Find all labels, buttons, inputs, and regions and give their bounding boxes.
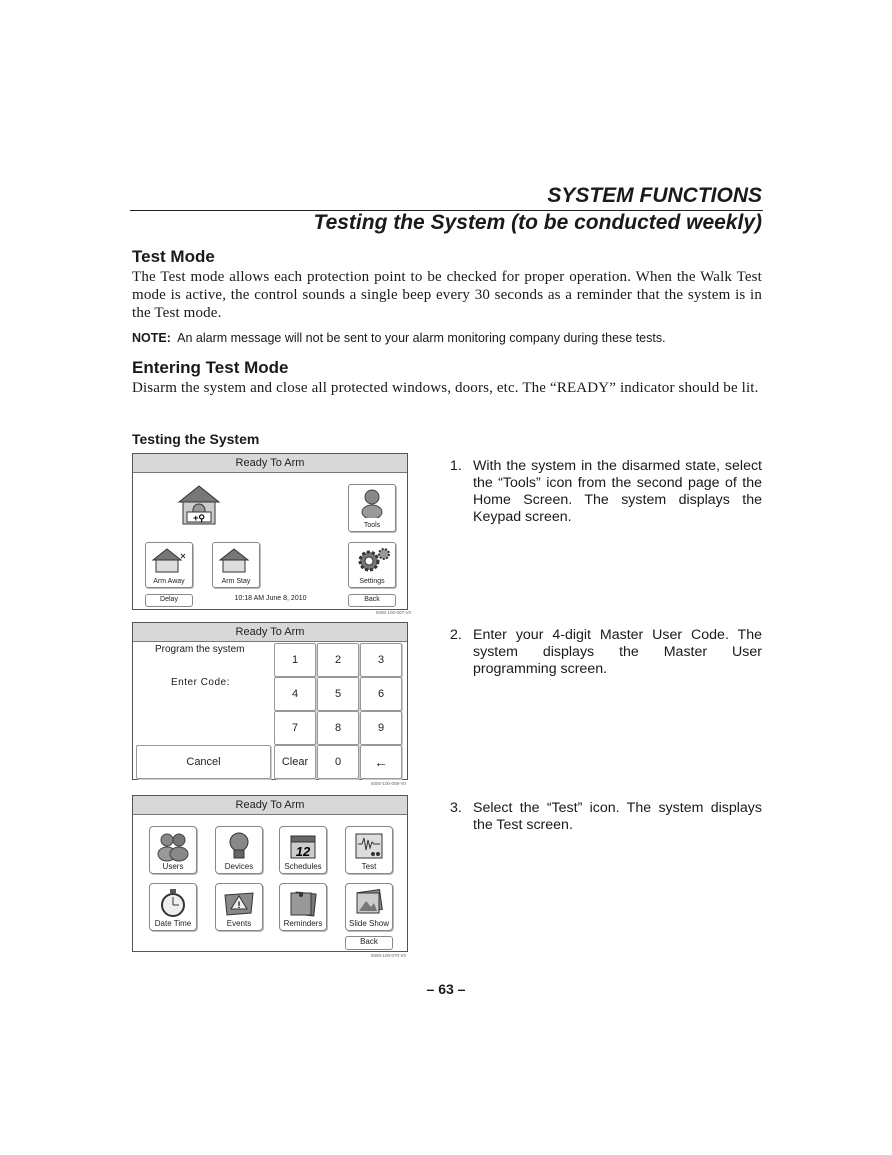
key-8[interactable]: 8	[317, 711, 359, 745]
figure-code: 5000-100-007-V0	[376, 610, 412, 615]
devices-button[interactable]	[215, 826, 263, 874]
slide-show-label: Slide Show	[348, 919, 390, 928]
test-meter-icon	[353, 830, 385, 862]
settings-label: Settings	[359, 578, 385, 585]
events-label: Events	[226, 919, 252, 928]
tools-label: Tools	[363, 522, 381, 529]
tools-person-icon	[360, 488, 384, 518]
step-2	[450, 627, 762, 678]
key-3[interactable]: 3	[360, 643, 402, 677]
key-0[interactable]: 0	[317, 745, 359, 779]
step-text: Select the “Test” icon. The system displays the Test screen.	[473, 800, 762, 833]
svg-text:+⚲: +⚲	[193, 513, 205, 523]
arm-away-label: Arm Away	[153, 578, 185, 585]
arm-away-house-icon	[151, 546, 187, 574]
note-text: An alarm message will not be sent to your alarm monitoring company during these tests.	[177, 331, 666, 345]
note-label: NOTE:	[132, 331, 171, 345]
back-button[interactable]: Back	[348, 594, 396, 607]
figure-code: 5000-100-070-V0	[371, 953, 407, 958]
warning-icon	[221, 887, 257, 919]
key-2[interactable]: 2	[317, 643, 359, 677]
section-title: SYSTEM FUNCTIONS	[547, 184, 762, 207]
key-7[interactable]: 7	[274, 711, 316, 745]
page-title: Testing the System (to be conducted weekly)	[313, 211, 762, 234]
enter-code-label: Enter Code:	[171, 677, 230, 688]
reminders-label: Reminders	[283, 919, 323, 928]
master-user-screen-illustration	[132, 795, 408, 952]
delay-button[interactable]: Delay	[145, 594, 193, 607]
note	[132, 331, 666, 345]
cancel-button[interactable]: Cancel	[136, 745, 271, 779]
page-number: – 63 –	[426, 981, 466, 997]
clear-button[interactable]: Clear	[274, 745, 316, 779]
photo-icon	[353, 887, 385, 919]
backspace-button[interactable]: ←	[360, 745, 402, 779]
key-4[interactable]: 4	[274, 677, 316, 711]
devices-label: Devices	[224, 862, 254, 871]
settings-button[interactable]	[348, 542, 396, 588]
entering-test-mode-heading: Entering Test Mode	[132, 358, 289, 377]
lightbulb-icon	[224, 830, 254, 862]
test-mode-heading: Test Mode	[132, 247, 215, 266]
events-button[interactable]	[215, 883, 263, 931]
users-button[interactable]	[149, 826, 197, 874]
step-number: 3.	[450, 800, 462, 816]
schedules-label: Schedules	[284, 862, 322, 871]
tools-button[interactable]	[348, 484, 396, 532]
key-5[interactable]: 5	[317, 677, 359, 711]
screen-header: Ready To Arm	[133, 623, 407, 642]
calendar-icon	[287, 830, 319, 862]
test-mode-paragraph: The Test mode allows each protection point to be checked for proper operation. When the Walk Test mode is active, the control sounds a single beep every 30 seconds as a reminder that the system is in the Test mode.	[132, 269, 762, 321]
step-1	[450, 458, 762, 526]
figure-code: 5000-100-008-V0	[371, 781, 407, 786]
users-label: Users	[162, 862, 184, 871]
screen-header: Ready To Arm	[133, 796, 407, 815]
house-status-icon	[175, 482, 223, 526]
screen-header: Ready To Arm	[133, 454, 407, 473]
program-label: Program the system	[155, 644, 245, 655]
arm-stay-house-icon	[218, 546, 254, 574]
key-9[interactable]: 9	[360, 711, 402, 745]
step-3	[450, 800, 762, 834]
arm-stay-label: Arm Stay	[221, 578, 251, 585]
step-number: 1.	[450, 458, 462, 474]
step-number: 2.	[450, 627, 462, 643]
test-button[interactable]	[345, 826, 393, 874]
slide-show-button[interactable]	[345, 883, 393, 931]
gear-icon	[353, 546, 391, 574]
date-time-display: 10:18 AM June 8, 2010	[234, 595, 307, 602]
date-time-label: Date Time	[154, 919, 192, 928]
key-1[interactable]: 1	[274, 643, 316, 677]
sticky-note-icon	[287, 887, 319, 919]
back-button[interactable]: Back	[345, 936, 393, 950]
testing-system-subheading: Testing the System	[132, 431, 260, 447]
step-text: With the system in the disarmed state, select the “Tools” icon from the second page of the Home Screen. The system displays the Keypad screen.	[473, 458, 762, 525]
users-icon	[154, 830, 192, 862]
date-time-button[interactable]	[149, 883, 197, 931]
entering-test-mode-paragraph: Disarm the system and close all protected windows, doors, etc. The “READY” indicator should be lit.	[132, 380, 759, 396]
reminders-button[interactable]	[279, 883, 327, 931]
step-text: Enter your 4-digit Master User Code. The system displays the Master User programming screen.	[473, 627, 762, 677]
home-screen-illustration	[132, 453, 408, 610]
test-label: Test	[361, 862, 377, 871]
schedules-button[interactable]	[279, 826, 327, 874]
keypad-screen-illustration	[132, 622, 408, 780]
svg-text:!: !	[237, 900, 241, 910]
stopwatch-icon	[158, 887, 188, 919]
arm-stay-button[interactable]	[212, 542, 260, 588]
calendar-number: 12	[295, 844, 311, 859]
key-6[interactable]: 6	[360, 677, 402, 711]
arm-away-button[interactable]	[145, 542, 193, 588]
